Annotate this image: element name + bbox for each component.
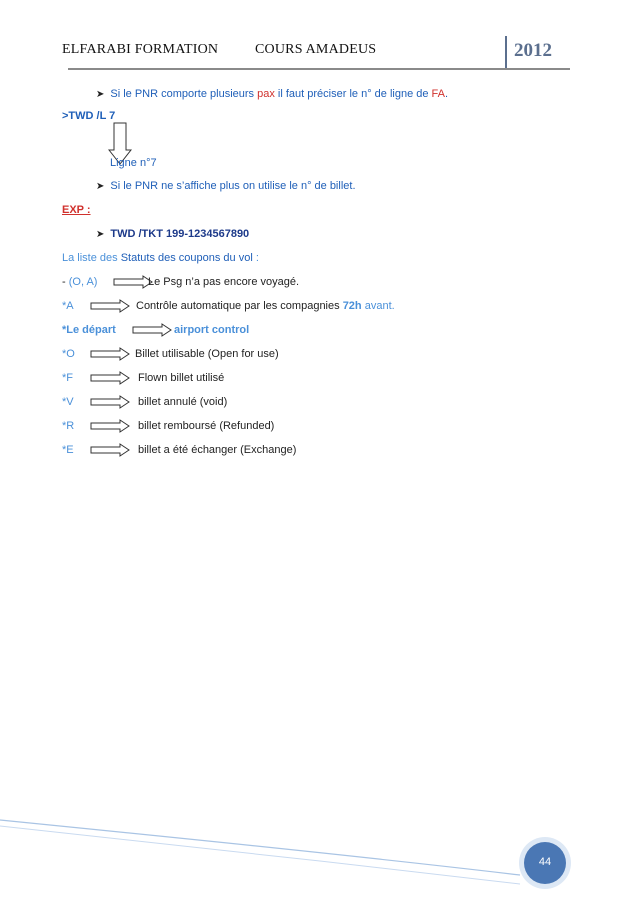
- right-arrow-icon: [90, 347, 130, 361]
- status-e-text: billet a été échanger (Exchange): [138, 444, 297, 456]
- bullet-command-tkt: ➤ TWD /TKT 199-1234567890: [96, 228, 250, 240]
- status-oa-code: - (O, A): [62, 276, 98, 288]
- header-course: COURS AMADEUS: [255, 42, 377, 57]
- footer-decoration: [0, 780, 638, 903]
- bullet-arrow-icon: ➤: [96, 229, 105, 240]
- status-o-text: Billet utilisable (Open for use): [135, 348, 279, 360]
- status-r-text: billet remboursé (Refunded): [138, 420, 275, 432]
- page-number: 44: [538, 856, 552, 868]
- bullet-arrow-icon: ➤: [96, 181, 105, 192]
- right-arrow-icon: [113, 275, 153, 289]
- right-arrow-icon: [90, 395, 130, 409]
- command-twd-l7: >TWD /L 7: [62, 110, 116, 122]
- status-oa-text: Le Psg n’a pas encore voyagé.: [148, 276, 300, 288]
- right-arrow-icon: [90, 299, 130, 313]
- header-divider: [505, 36, 507, 70]
- status-f-code: *F: [62, 372, 73, 384]
- right-arrow-icon: [90, 371, 130, 385]
- bullet-arrow-icon: ➤: [96, 89, 105, 100]
- status-r-code: *R: [62, 420, 75, 432]
- right-arrow-icon: [90, 419, 130, 433]
- right-arrow-icon: [90, 443, 130, 457]
- status-depart-text: airport control: [174, 324, 250, 336]
- status-v-text: billet annulé (void): [138, 396, 228, 408]
- status-v-code: *V: [62, 396, 74, 408]
- header-org: ELFARABI FORMATION: [62, 42, 219, 57]
- status-e-code: *E: [62, 444, 74, 456]
- bullet-pnr-pax: ➤ Si le PNR comporte plusieurs pax il faut préciser le n° de ligne de FA.: [96, 88, 449, 100]
- statuts-heading: La liste des Statuts des coupons du vol :: [62, 252, 259, 264]
- header-year: 2012: [514, 40, 552, 61]
- exp-label: EXP :: [62, 204, 91, 216]
- status-o-code: *O: [62, 348, 75, 360]
- ligne-label: Ligne n°7: [110, 157, 157, 169]
- status-a-code: *A: [62, 300, 74, 312]
- status-depart-code: *Le départ: [62, 324, 116, 336]
- header-rule: [68, 68, 570, 70]
- bullet-pnr-ticket: ➤ Si le PNR ne s’affiche plus on utilise le n° de billet.: [96, 180, 356, 192]
- right-arrow-icon: [132, 323, 172, 337]
- status-a-text: Contrôle automatique par les compagnies 72h avant.: [136, 300, 395, 312]
- status-f-text: Flown billet utilisé: [138, 372, 225, 384]
